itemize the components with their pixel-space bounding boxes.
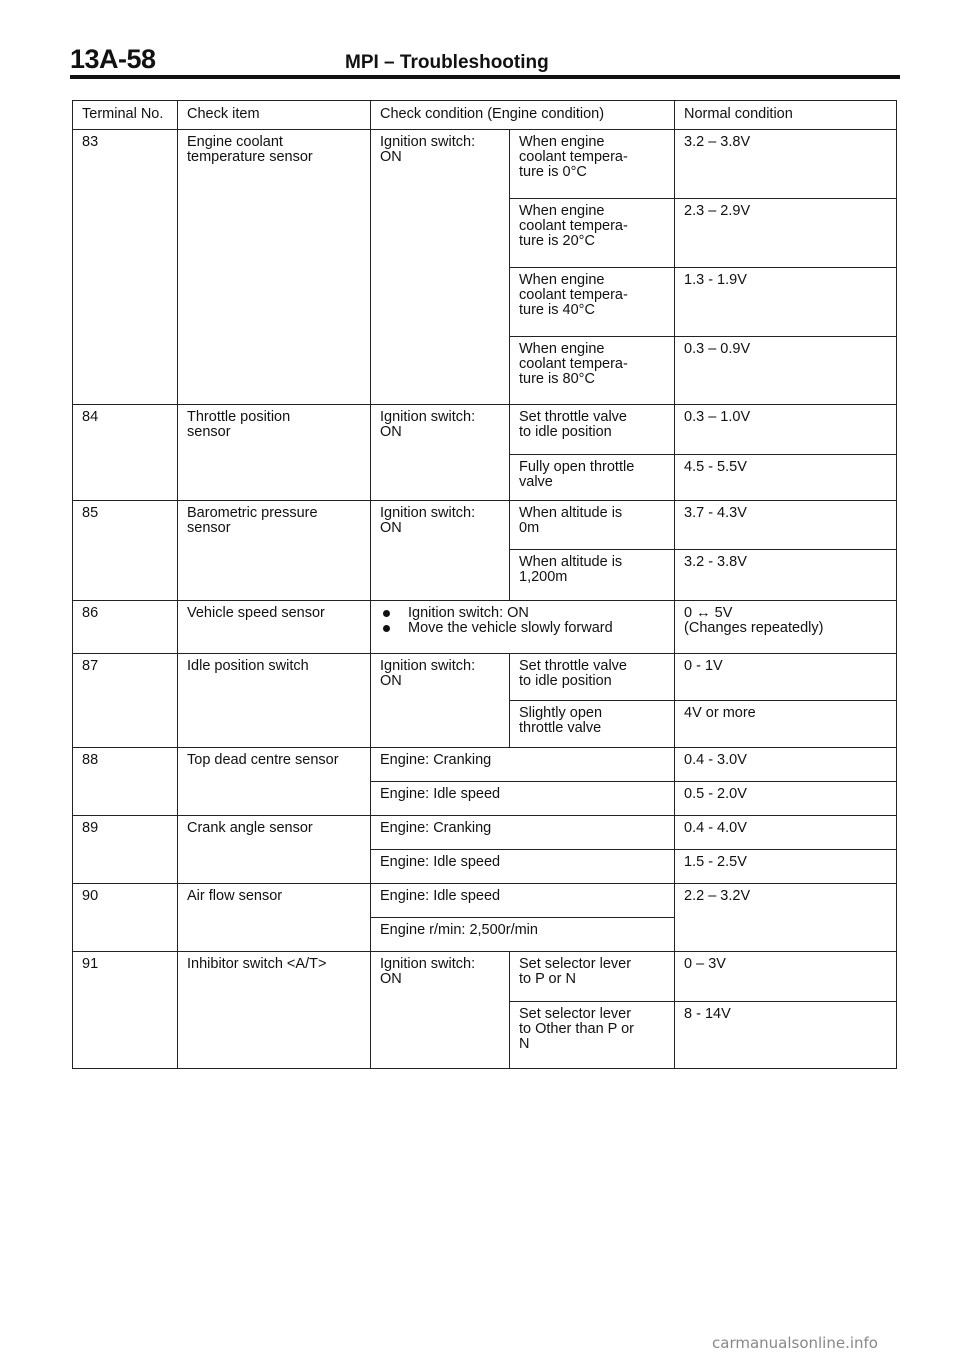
check-item-cell: Idle position switch — [178, 654, 371, 748]
condition-bullet: Ignition switch: ON — [380, 606, 668, 621]
condition-cell: Ignition switch: ON — [371, 405, 510, 501]
sub-condition-cell: Engine: Idle speed — [371, 782, 675, 816]
col-header-check-condition: Check condition (Engine condition) — [371, 101, 675, 130]
watermark: carmanualsonline.info — [712, 1334, 878, 1352]
sub-condition-cell: When altitude is 1,200m — [510, 550, 675, 601]
normal-condition-cell: 1.3 - 1.9V — [675, 268, 897, 337]
normal-condition-cell: 1.5 - 2.5V — [675, 850, 897, 884]
sub-condition-cell: Set throttle valve to idle position — [510, 405, 675, 455]
terminal-cell: 91 — [73, 952, 178, 1069]
normal-condition-cell: 0.4 - 4.0V — [675, 816, 897, 850]
sub-condition-cell: Set selector lever to Other than P or N — [510, 1002, 675, 1069]
sub-condition-cell: Engine: Cranking — [371, 748, 675, 782]
normal-condition-cell: 8 - 14V — [675, 1002, 897, 1069]
table-row — [73, 952, 897, 1002]
page-number: 13A-58 — [70, 44, 156, 74]
terminal-check-table — [72, 100, 897, 1069]
condition-cell: Ignition switch: ON — [371, 952, 510, 1069]
check-item-cell: Throttle position sensor — [178, 405, 371, 501]
normal-condition-cell: 0 ↔ 5V (Changes repeatedly) — [675, 601, 897, 654]
table-row — [73, 816, 897, 850]
table-row — [73, 405, 897, 455]
table-row — [73, 601, 897, 654]
normal-condition-cell: 0 - 1V — [675, 654, 897, 701]
normal-condition-cell: 0.3 – 1.0V — [675, 405, 897, 455]
page-title: MPI – Troubleshooting — [345, 52, 549, 73]
table-row — [73, 501, 897, 550]
condition-cell: Ignition switch: ON — [371, 130, 510, 405]
table-header-row — [73, 101, 897, 130]
col-header-terminal: Terminal No. — [73, 101, 178, 130]
sub-condition-cell: Engine: Cranking — [371, 816, 675, 850]
sub-condition-cell: Engine r/min: 2,500r/min — [371, 918, 675, 952]
sub-condition-cell: When engine coolant tempera- ture is 40°C — [510, 268, 675, 337]
normal-condition-cell: 3.2 - 3.8V — [675, 550, 897, 601]
sub-condition-cell: Slightly open throttle valve — [510, 701, 675, 748]
normal-condition-cell: 4.5 - 5.5V — [675, 455, 897, 501]
normal-condition-cell: 2.2 – 3.2V — [675, 884, 897, 952]
check-item-cell: Crank angle sensor — [178, 816, 371, 884]
check-item-cell: Barometric pressure sensor — [178, 501, 371, 601]
table-row — [73, 748, 897, 782]
condition-bullet-list — [380, 606, 668, 636]
normal-condition-cell: 3.2 – 3.8V — [675, 130, 897, 199]
page-header — [70, 40, 900, 80]
sub-condition-cell: Engine: Idle speed — [371, 884, 675, 918]
sub-condition-cell: Set selector lever to P or N — [510, 952, 675, 1002]
normal-condition-cell: 2.3 – 2.9V — [675, 199, 897, 268]
condition-cell — [371, 601, 675, 654]
terminal-cell: 90 — [73, 884, 178, 952]
check-item-cell: Top dead centre sensor — [178, 748, 371, 816]
sub-condition-cell: When altitude is 0m — [510, 501, 675, 550]
terminal-cell: 84 — [73, 405, 178, 501]
condition-cell: Ignition switch: ON — [371, 501, 510, 601]
check-item-cell: Vehicle speed sensor — [178, 601, 371, 654]
normal-condition-cell: 0.3 – 0.9V — [675, 337, 897, 405]
check-item-cell: Inhibitor switch <A/T> — [178, 952, 371, 1069]
normal-condition-cell: 4V or more — [675, 701, 897, 748]
terminal-cell: 89 — [73, 816, 178, 884]
table-row — [73, 654, 897, 701]
sub-condition-cell: Set throttle valve to idle position — [510, 654, 675, 701]
col-header-normal-condition: Normal condition — [675, 101, 897, 130]
sub-condition-cell: When engine coolant tempera- ture is 80°C — [510, 337, 675, 405]
sub-condition-cell: Fully open throttle valve — [510, 455, 675, 501]
table-row — [73, 884, 897, 918]
col-header-check-item: Check item — [178, 101, 371, 130]
condition-cell: Ignition switch: ON — [371, 654, 510, 748]
terminal-cell: 85 — [73, 501, 178, 601]
sub-condition-cell: When engine coolant tempera- ture is 20°C — [510, 199, 675, 268]
normal-condition-cell: 3.7 - 4.3V — [675, 501, 897, 550]
terminal-cell: 86 — [73, 601, 178, 654]
check-item-cell: Air flow sensor — [178, 884, 371, 952]
check-item-cell: Engine coolant temperature sensor — [178, 130, 371, 405]
terminal-cell: 87 — [73, 654, 178, 748]
terminal-cell: 88 — [73, 748, 178, 816]
condition-bullet: Move the vehicle slowly forward — [380, 621, 668, 636]
sub-condition-cell: Engine: Idle speed — [371, 850, 675, 884]
normal-condition-cell: 0 – 3V — [675, 952, 897, 1002]
table-row — [73, 130, 897, 199]
sub-condition-cell: When engine coolant tempera- ture is 0°C — [510, 130, 675, 199]
header-rule — [70, 75, 900, 79]
terminal-cell: 83 — [73, 130, 178, 405]
normal-condition-cell: 0.4 - 3.0V — [675, 748, 897, 782]
normal-condition-cell: 0.5 - 2.0V — [675, 782, 897, 816]
